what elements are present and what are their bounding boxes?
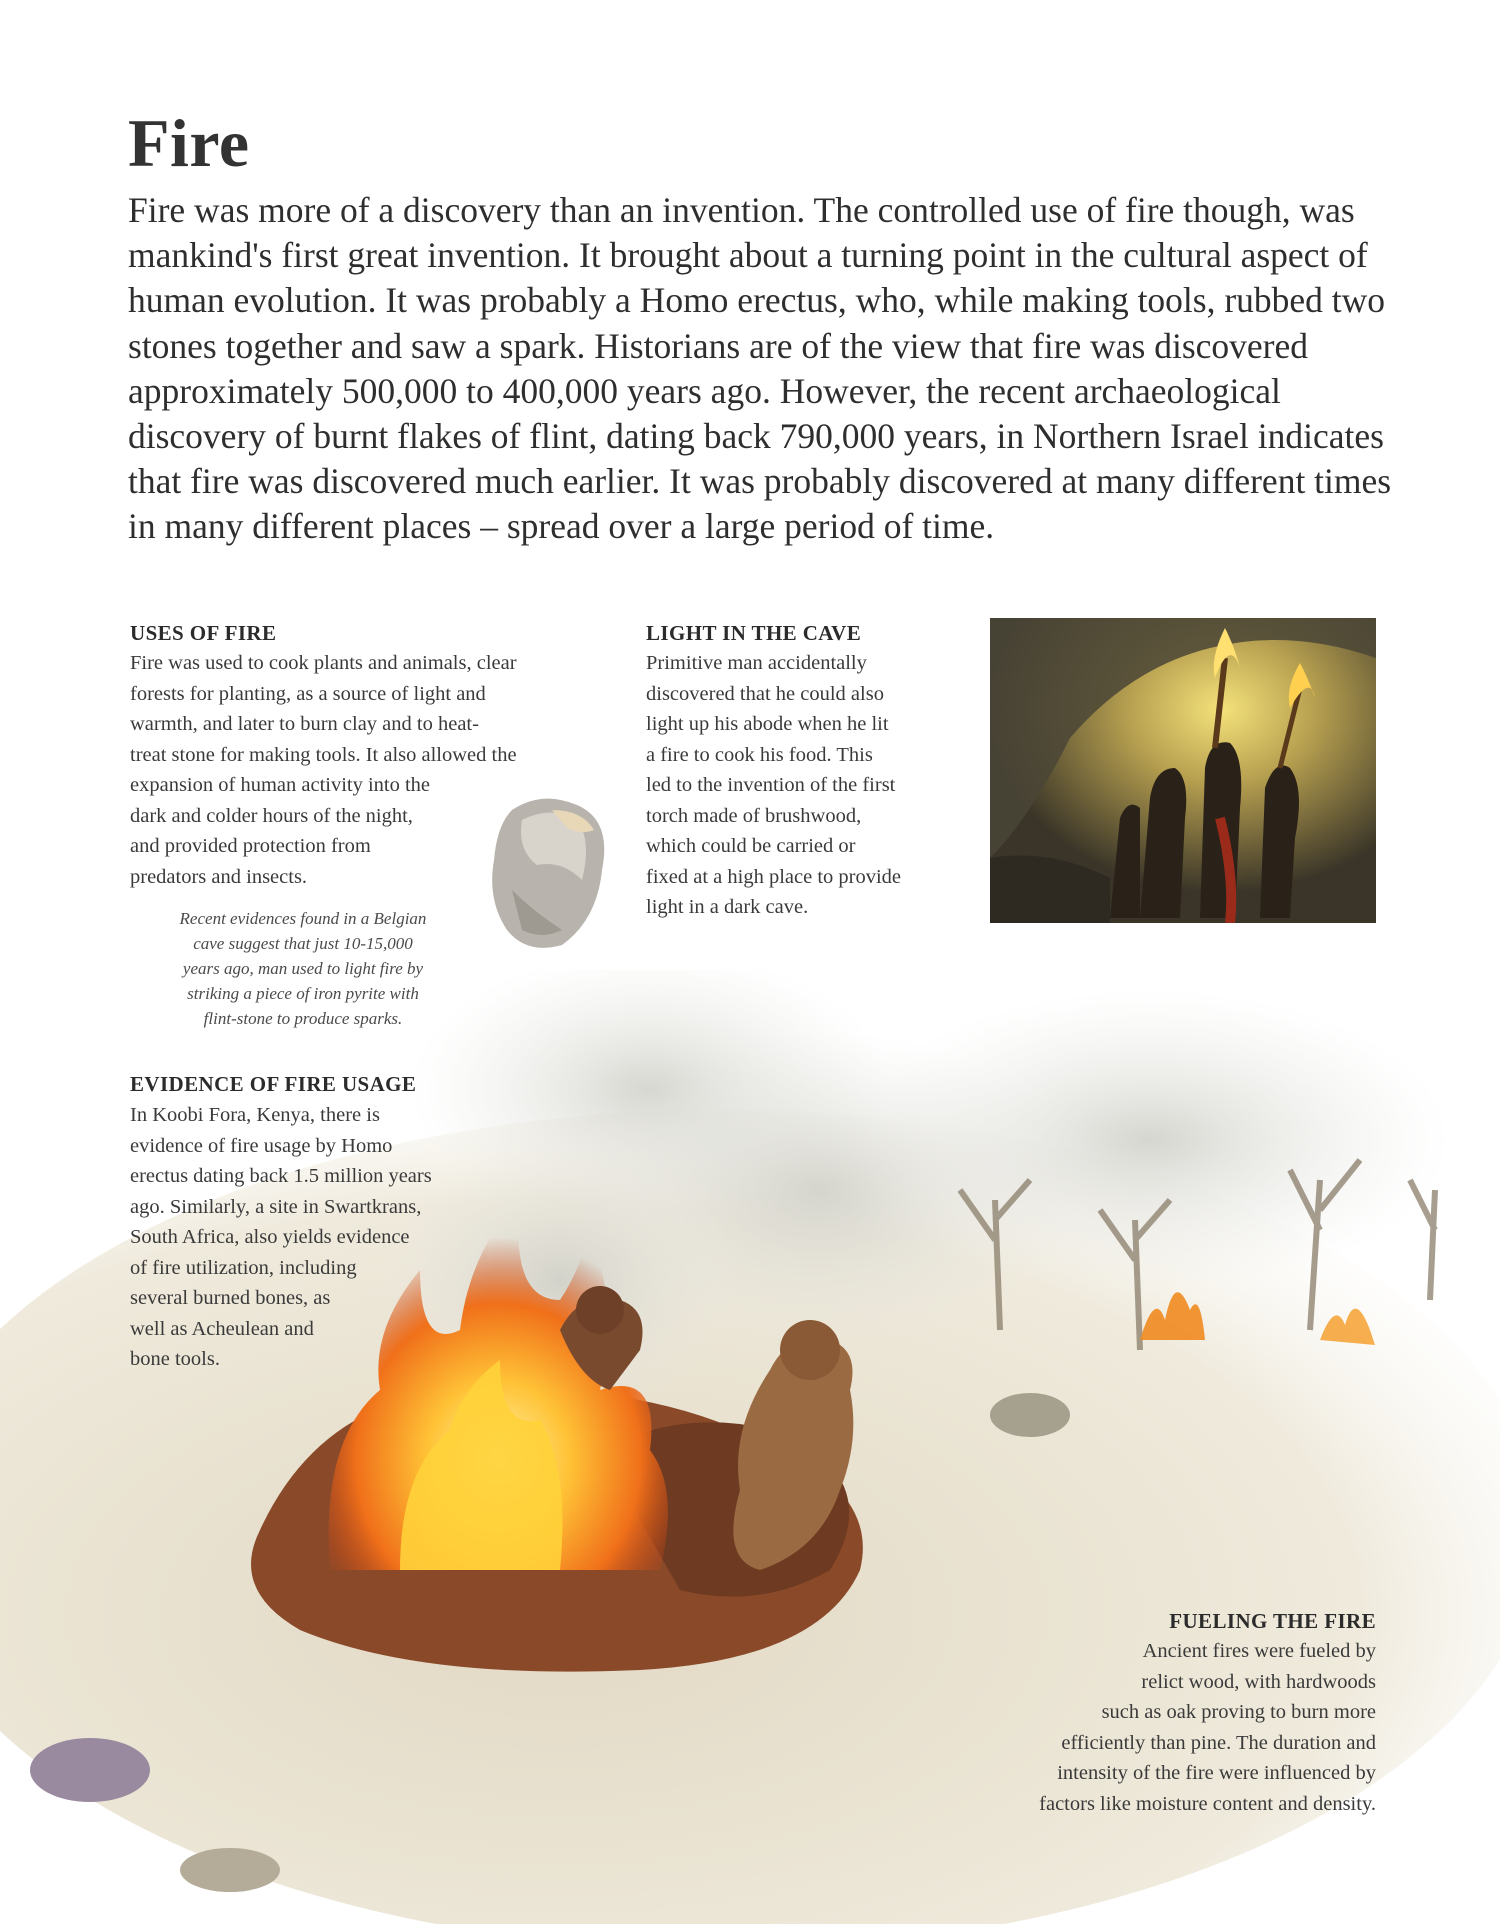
text-line: led to the invention of the first [646,774,896,796]
text-line: Ancient fires were fueled by [1142,1640,1376,1662]
text-line: In Koobi Fora, Kenya, there is [130,1104,380,1126]
page-title: Fire [128,105,250,181]
fueling-the-fire-body [960,1636,1376,1819]
light-in-the-cave-body [646,648,966,923]
flint-image-caption [138,906,468,1031]
evidence-of-fire-usage-heading: EVIDENCE OF FIRE USAGE [130,1072,417,1096]
caption-line: Recent evidences found in a Belgian [179,909,427,928]
text-line: forests for planting, as a source of light and [130,682,486,705]
text-line: which could be carried or [646,835,856,857]
caption-line: flint-stone to produce sparks. [203,1009,403,1028]
caption-line: years ago, man used to light fire by [182,959,424,978]
text-line: several burned bones, as [130,1287,331,1309]
flint-stone-image [482,790,622,955]
text-line: treat stone for making tools. It also allowed the [130,743,517,766]
text-line: a fire to cook his food. This [646,743,873,766]
text-line: relict wood, with hardwoods [1141,1670,1376,1693]
text-line: light up his abode when he lit [646,713,889,735]
intro-paragraph: Fire was more of a discovery than an invention. The controlled use of fire though, was mankind's first great invention. It brought about a turning point in the cultural aspect of human evolution. It was probably a Homo erectus, who, while making tools, rubbed two stones together and saw a spark. Historians are of the view that fire was discovered approximately 500,000 to 400,000 years ago. However, the recent archaeological discovery of burnt flakes of flint, dating back 790,000 years, in Northern Israel indicates that fire was discovered much earlier. It was probably discovered at many different times in many different places – spread over a large period of time. [128,190,1392,547]
uses-of-fire-heading: USES OF FIRE [130,621,277,645]
fueling-the-fire-heading: FUELING THE FIRE [1169,1609,1376,1633]
text-line: warmth, and later to burn clay and to heat- [130,713,479,735]
text-line: erectus dating back 1.5 million years [130,1165,432,1187]
text-line: fixed at a high place to provide [646,865,902,888]
light-in-the-cave-heading: LIGHT IN THE CAVE [646,621,862,645]
text-line: South Africa, also yields evidence [130,1226,410,1248]
caption-line: cave suggest that just 10-15,000 [193,934,413,953]
text-line: factors like moisture content and density. [1039,1792,1376,1815]
text-line: Fire was used to cook plants and animals, clear [130,652,517,674]
text-line: expansion of human activity into the [130,774,431,796]
text-line: efficiently than pine. The duration and [1061,1731,1376,1754]
cave-torch-painting [990,618,1376,923]
text-line: evidence of fire usage by Homo [130,1134,393,1157]
text-line: discovered that he could also [646,682,884,705]
text-line: Primitive man accidentally [646,652,867,674]
evidence-of-fire-usage-body [130,1100,500,1375]
text-line: dark and colder hours of the night, [130,804,413,827]
caption-line: striking a piece of iron pyrite with [187,984,419,1003]
text-line: bone tools. [130,1348,220,1370]
text-line: predators and insects. [130,865,308,888]
text-line: torch made of brushwood, [646,804,862,827]
text-line: well as Acheulean and [130,1317,314,1340]
text-line: light in a dark cave. [646,896,809,918]
text-line: intensity of the fire were influenced by [1057,1762,1376,1784]
text-line: and provided protection from [130,835,371,857]
text-line: such as oak proving to burn more [1101,1701,1376,1723]
text-line: ago. Similarly, a site in Swartkrans, [130,1195,422,1218]
text-line: of fire utilization, including [130,1256,357,1279]
